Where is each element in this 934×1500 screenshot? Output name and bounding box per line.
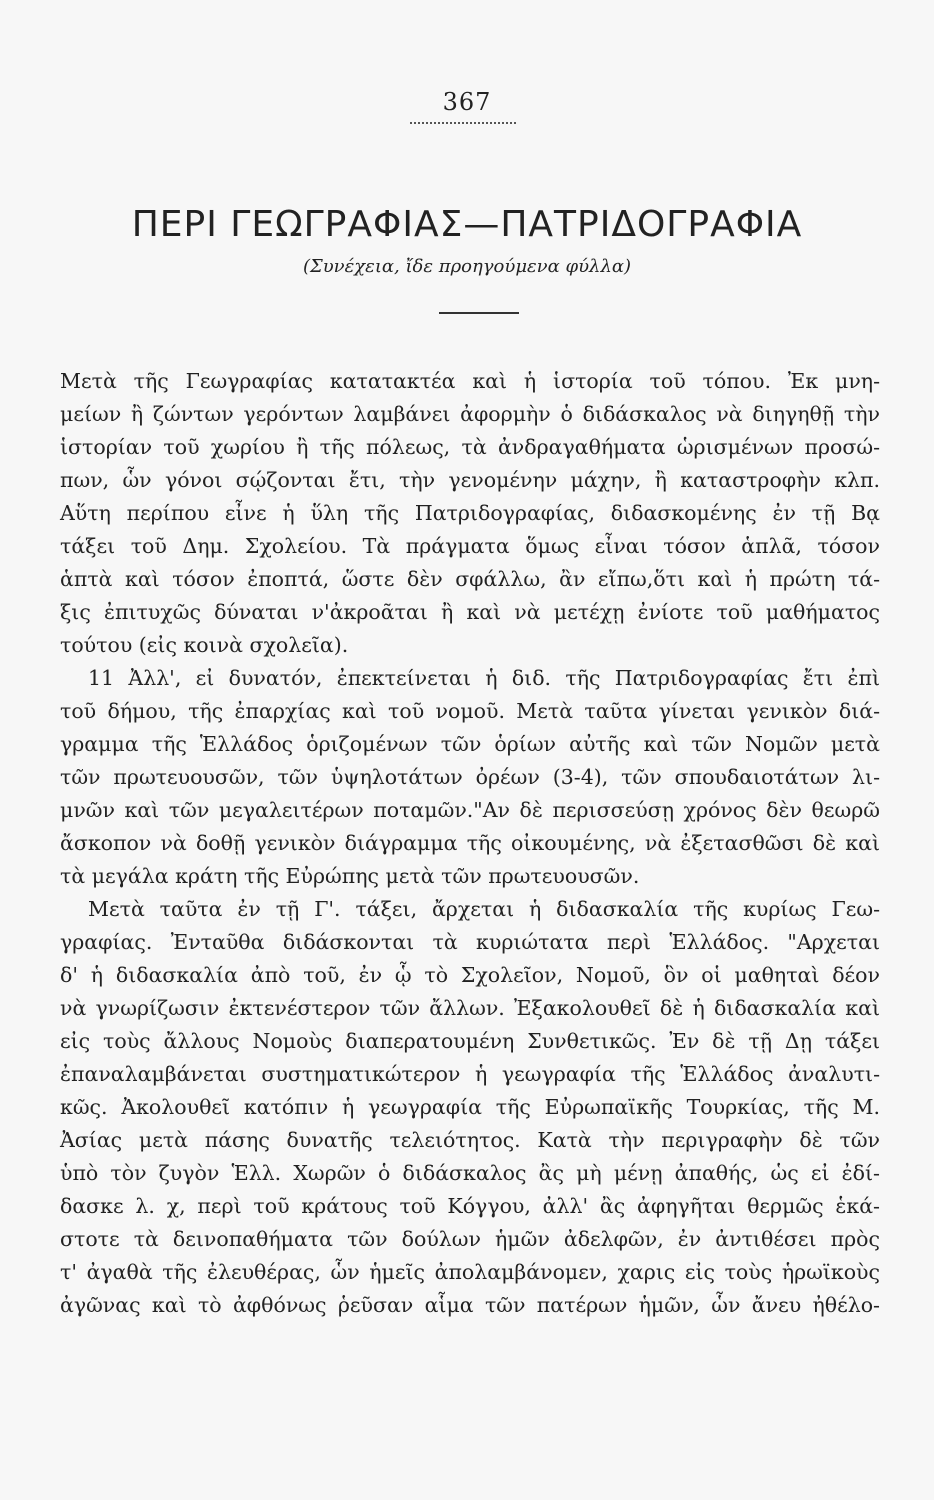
text-line: ἱστορίαν τοῦ χωρίου ἢ τῆς πόλεως, τὰ ἀνδραγαθήματα ὡρισμένων προσώ- bbox=[60, 435, 880, 459]
text-line: τ' ἀγαθὰ τῆς ἐλευθέρας, ὧν ἡμεῖς ἀπολαμβάνομεν, χαρις εἰς τοὺς ἡρωϊκοὺς bbox=[60, 1260, 880, 1284]
text-line: 11 Ἀλλ', εἰ δυνατόν, ἐπεκτείνεται ἡ διδ. τῆς Πατριδογραφίας ἔτι ἐπὶ bbox=[88, 666, 880, 690]
text-line: Μετὰ τῆς Γεωγραφίας κατατακτέα καὶ ἡ ἱστορία τοῦ τόπου. Ἐκ μνη- bbox=[60, 369, 880, 393]
text-line: κῶς. Ἀκολουθεῖ κατόπιν ἡ γεωγραφία τῆς Εὐρωπαϊκῆς Τουρκίας, τῆς Μ. bbox=[60, 1095, 880, 1119]
dotted-divider bbox=[410, 122, 516, 124]
text-line: Μετὰ ταῦτα ἐν τῇ Γ'. τάξει, ἄρχεται ἡ διδασκαλία τῆς κυρίως Γεω- bbox=[88, 897, 880, 921]
text-line: ὑπὸ τὸν ζυγὸν Ἑλλ. Χωρῶν ὁ διδάσκαλος ἂς μὴ μένῃ ἀπαθής, ὡς εἰ ἐδί- bbox=[60, 1161, 880, 1185]
text-line: γραφίας. Ἐνταῦθα διδάσκονται τὰ κυριώτατα περὶ Ἑλλάδος. "Αρχεται bbox=[60, 930, 880, 954]
text-line: ἐπαναλαμβάνεται συστηματικώτερον ἡ γεωγραφία τῆς Ἑλλάδος ἀναλυτι- bbox=[60, 1062, 880, 1086]
text-line: τούτου (εἰς κοινὰ σχολεῖα). bbox=[60, 633, 349, 657]
body-text bbox=[60, 365, 880, 1322]
text-line: πων, ὧν γόνοι σῴζονται ἔτι, τὴν γενομένην μάχην, ἢ καταστροφὴν κλπ. bbox=[60, 468, 880, 492]
page-title: ΠΕΡΙ ΓΕΩΓΡΑΦΙΑΣ—ΠΑΤΡΙΔΟΓΡΑΦΙΑ bbox=[131, 204, 803, 245]
text-line: στοτε τὰ δεινοπαθήματα τῶν δούλων ἡμῶν ἀδελφῶν, ἐν ἀντιθέσει πρὸς bbox=[60, 1227, 880, 1251]
text-line: Αὕτη περίπου εἶνε ἡ ὕλη τῆς Πατριδογραφίας, διδασκομένης ἐν τῇ Βᾳ bbox=[60, 501, 880, 525]
text-line: τῶν πρωτευουσῶν, τῶν ὑψηλοτάτων ὀρέων (3-4), τῶν σπουδαιοτάτων λι- bbox=[60, 765, 880, 789]
text-line: ἁπτὰ καὶ τόσον ἐποπτά, ὥστε δὲν σφάλλω, ἂν εἴπω,ὅτι καὶ ἡ πρώτη τά- bbox=[60, 567, 880, 591]
text-line: τὰ μεγάλα κράτη τῆς Εὐρώπης μετὰ τῶν πρωτευουσῶν. bbox=[60, 864, 640, 888]
title-divider bbox=[439, 312, 519, 314]
text-line: εἰς τοὺς ἄλλους Νομοὺς διαπερατουμένη Συνθετικῶς. Ἐν δὲ τῇ Δῃ τάξει bbox=[60, 1029, 880, 1053]
text-line: τοῦ δήμου, τῆς ἐπαρχίας καὶ τοῦ νομοῦ. Μετὰ ταῦτα γίνεται γενικὸν διά- bbox=[60, 699, 880, 723]
text-line: νὰ γνωρίζωσιν ἐκτενέστερον τῶν ἄλλων. Ἐξακολουθεῖ δὲ ἡ διδασκαλία καὶ bbox=[60, 996, 880, 1020]
text-line: δ' ἡ διδασκαλία ἀπὸ τοῦ, ἐν ᾧ τὸ Σχολεῖον, Νομοῦ, ὃν οἱ μαθηταὶ δέον bbox=[60, 963, 880, 987]
text-line: δασκε λ. χ, περὶ τοῦ κράτους τοῦ Κόγγου, ἀλλ' ἂς ἀφηγῆται θερμῶς ἑκά- bbox=[60, 1194, 880, 1218]
text-line: ἄσκοπον νὰ δοθῇ γενικὸν διάγραμμα τῆς οἰκουμένης, νὰ ἐξετασθῶσι δὲ καὶ bbox=[60, 831, 880, 855]
text-line: γραμμα τῆς Ἑλλάδος ὁριζομένων τῶν ὁρίων αὐτῆς καὶ τῶν Νομῶν μετὰ bbox=[60, 732, 880, 756]
page-number: 367 bbox=[442, 88, 492, 116]
text-line: ἀγῶνας καὶ τὸ ἀφθόνως ῥεῦσαν αἷμα τῶν πατέρων ἡμῶν, ὧν ἄνευ ἠθέλο- bbox=[60, 1293, 880, 1317]
text-line: ξις ἐπιτυχῶς δύναται ν'ἀκροᾶται ἢ καὶ νὰ μετέχῃ ἐνίοτε τοῦ μαθήματος bbox=[60, 600, 880, 624]
page-subtitle: (Συνέχεια, ἴδε προηγούμενα φύλλα) bbox=[302, 256, 632, 277]
text-line: μείων ἢ ζώντων γερόντων λαμβάνει ἀφορμὴν ὁ διδάσκαλος νὰ διηγηθῇ τὴν bbox=[60, 402, 880, 426]
text-line: Ἀσίας μετὰ πάσης δυνατῆς τελειότητος. Κατὰ τὴν περιγραφὴν δὲ τῶν bbox=[60, 1128, 880, 1152]
text-line: τάξει τοῦ Δημ. Σχολείου. Τὰ πράγματα ὅμως εἶναι τόσον ἁπλᾶ, τόσον bbox=[60, 534, 880, 558]
text-line: μνῶν καὶ τῶν μεγαλειτέρων ποταμῶν."Αν δὲ περισσεύσῃ χρόνος δὲν θεωρῶ bbox=[60, 798, 880, 822]
